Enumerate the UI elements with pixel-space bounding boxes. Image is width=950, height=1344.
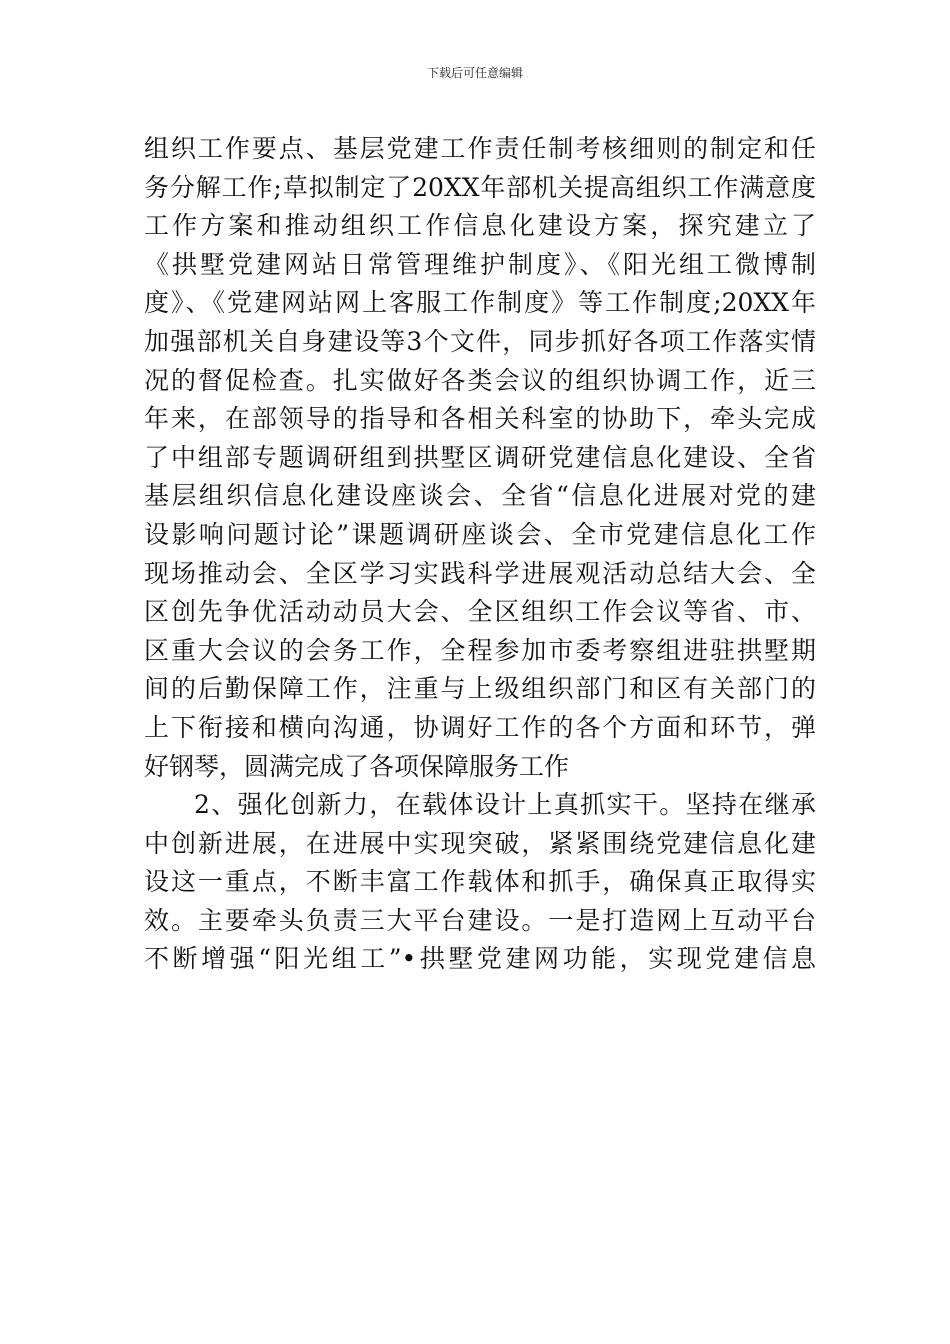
body-line: 《拱墅党建网站日常管理维护制度》、《阳光组工微博制 [144,249,816,279]
body-line: 组织工作要点、基层党建工作责任制考核细则的制定和任 [144,134,816,163]
body-line: 中创新进展，在进展中实现突破，紧紧围绕党建信息化建 [144,828,816,858]
body-line: 设这一重点，不断丰富工作载体和抓手，确保真正取得实 [144,867,816,897]
body-line: 设影响问题讨论”课题调研座谈会、全市党建信息化工作 [144,519,816,549]
body-line: 基层组织信息化建设座谈会、全省“信息化进展对党的建 [144,481,816,511]
body-line: 区重大会议的会务工作，全程参加市委考察组进驻拱墅期 [144,635,816,665]
paragraph-end-line: 好钢琴，圆满完成了各项保障服务工作 [144,751,570,781]
page-header: 下载后可任意编辑 [426,66,523,80]
body-line: 务分解工作;草拟制定了20XX年部机关提高组织工作满意度 [144,172,816,202]
paragraph-start-line: 2、强化创新力，在载体设计上真抓实干。坚持在继承 [194,790,816,820]
body-line: 工作方案和推动组织工作信息化建设方案，探究建立了 [144,211,816,241]
document-body [144,130,816,979]
body-line: 上下衔接和横向沟通，协调好工作的各个方面和环节，弹 [144,712,816,742]
body-line: 区创先争优活动动员大会、全区组织工作会议等省、市、 [144,597,816,627]
body-line: 现场推动会、全区学习实践科学进展观活动总结大会、全 [144,558,816,588]
body-line: 年来，在部领导的指导和各相关科室的协助下，牵头完成 [144,404,816,434]
body-line: 况的督促检查。扎实做好各类会议的组织协调工作，近三 [144,365,816,395]
body-line: 效。主要牵头负责三大平台建设。一是打造网上互动平台 [144,905,816,935]
body-line: 不断增强“阳光组工”•拱墅党建网功能，实现党建信息 [144,944,816,974]
body-line: 间的后勤保障工作，注重与上级组织部门和区有关部门的 [144,674,816,704]
body-line: 了中组部专题调研组到拱墅区调研党建信息化建设、全省 [144,442,816,472]
body-line: 度》、《党建网站网上客服工作制度》等工作制度;20XX年 [144,288,816,318]
body-line: 加强部机关自身建设等3个文件，同步抓好各项工作落实情 [144,326,816,356]
